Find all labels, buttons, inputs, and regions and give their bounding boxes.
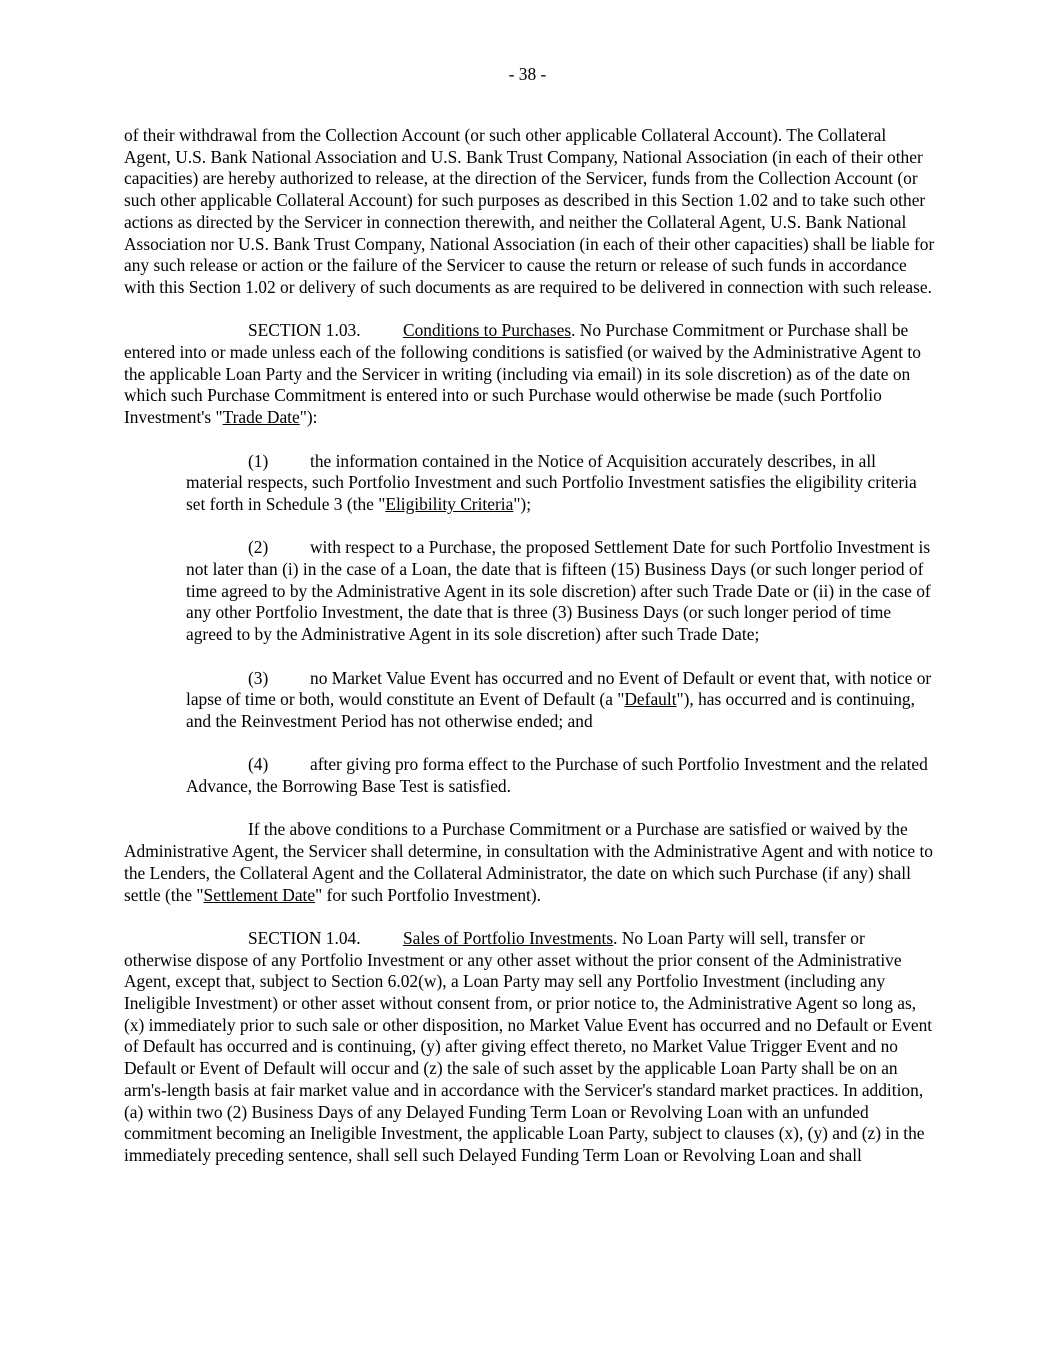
defined-term-trade-date: Trade Date bbox=[222, 407, 300, 428]
defined-term-default: Default bbox=[624, 689, 677, 710]
document-body bbox=[124, 125, 936, 1188]
item-text: after giving pro forma effect to the Purchase of such Portfolio Investment and the related Advance, the Borrowing Base Test is satisfied. bbox=[186, 754, 928, 797]
condition-item-4 bbox=[186, 754, 936, 797]
page-number: - 38 - bbox=[508, 64, 547, 84]
condition-item-2 bbox=[186, 537, 936, 646]
item-text-end: "), has occurred and is continuing, and the Reinvestment Period has not otherwise ended; and bbox=[186, 689, 915, 731]
item-number: (2) bbox=[248, 537, 269, 558]
item-number: (1) bbox=[248, 450, 269, 471]
condition-item-3 bbox=[186, 668, 936, 733]
section-number: SECTION 1.04. bbox=[248, 927, 361, 948]
item-text: no Market Value Event has occurred and no Event of Default or event that, with notice or lapse of time or both, would constitute an Event of Default (a " bbox=[186, 667, 932, 710]
continued-paragraph: of their withdrawal from the Collection Account (or such other applicable Collateral Account). The Collateral Agent, U.S. Bank National Association and U.S. Bank Trust Company, National Association (in each of their other capacities) are hereby authorized to release, at the direction of the Servicer, funds from the Collection Account (or such other applicable Collateral Account) for such purposes as described in this Section 1.02 and to take such other actions as directed by the Servicer in connection therewith, and neither the Collateral Agent, U.S. Bank National Association nor U.S. Bank Trust Company, National Association (in each of their other capacities) shall be liable for any such release or action or the failure of the Servicer to cause the return or release of such funds in accordance with this Section 1.02 or delivery of such documents as are required to be delivered in connection with such release. bbox=[124, 125, 935, 297]
section-number: SECTION 1.03. bbox=[248, 320, 361, 341]
condition-item-1 bbox=[186, 451, 936, 516]
defined-term-eligibility-criteria: Eligibility Criteria bbox=[385, 493, 514, 514]
settlement-date-paragraph bbox=[124, 819, 936, 906]
item-number: (4) bbox=[248, 754, 269, 775]
paragraph-text-end: " for such Portfolio Investment). bbox=[315, 884, 542, 905]
section-1-04 bbox=[124, 928, 936, 1167]
paragraph-text: If the above conditions to a Purchase Commitment or a Purchase are satisfied or waived by the Administrative Agent, the Servicer shall determine, in consultation with the Administrative Agent and with notice to the Lenders, the Collateral Agent and the Collateral Administrator, the date on which such Purchase (if any) shall settle (the " bbox=[124, 819, 933, 905]
item-number: (3) bbox=[248, 667, 269, 688]
section-text-end: "): bbox=[299, 407, 318, 428]
section-heading: Sales of Portfolio Investments bbox=[403, 927, 614, 948]
defined-term-settlement-date: Settlement Date bbox=[203, 884, 316, 905]
item-text: with respect to a Purchase, the proposed Settlement Date for such Portfolio Investment is not later than (i) in the case of a Loan, the date that is fifteen (15) Business Days (or such longer period of time agreed to by the Administrative Agent in its sole discretion) after such Trade Date or (ii) in the case of any other Portfolio Investment, the date that is three (3) Business Days (or such longer period of time agreed to by the Administrative Agent in its sole discretion) after such Trade Date; bbox=[186, 537, 931, 645]
section-text: . No Purchase Commitment or Purchase shall be entered into or made unless each of the following conditions is satisfied (or waived by the Administrative Agent to the applicable Loan Party and the Servicer in writing (including via email) in its sole discretion) as of the date on which such Purchase Commitment is entered into or such Purchase would otherwise be made (such Portfolio Investment's " bbox=[124, 320, 921, 428]
section-text: . No Loan Party will sell, transfer or otherwise dispose of any Portfolio Investment or any other asset without the prior consent of the Administrative Agent, except that, subject to Section 6.02(w), a Loan Party may sell any Portfolio Investment (including any Ineligible Investment) or other asset without consent from, or prior notice to, the Administrative Agent so long as, (x) immediately prior to such sale or other disposition, no Market Value Event has occurred and no Default or Event of Default has occurred and is continuing, (y) after giving effect thereto, no Market Value Trigger Event and no Default or Event of Default will occur and (z) the sale of such asset by the applicable Loan Party shall be on an arm's-length basis at fair market value and in accordance with the Servicer's standard market practices. In addition, (a) within two (2) Business Days of any Delayed Funding Term Loan or Revolving Loan with an unfunded commitment becoming an Ineligible Investment, the applicable Loan Party, subject to clauses (x), (y) and (z) in the immediately preceding sentence, shall sell such Delayed Funding Term Loan or Revolving Loan and shall bbox=[124, 927, 933, 1165]
section-heading: Conditions to Purchases bbox=[403, 320, 572, 341]
item-text-end: "); bbox=[513, 493, 532, 514]
item-text: the information contained in the Notice of Acquisition accurately describes, in all material respects, such Portfolio Investment and such Portfolio Investment satisfies the eligibility criteria set forth in Schedule 3 (the " bbox=[186, 450, 917, 514]
section-1-03 bbox=[124, 320, 936, 429]
